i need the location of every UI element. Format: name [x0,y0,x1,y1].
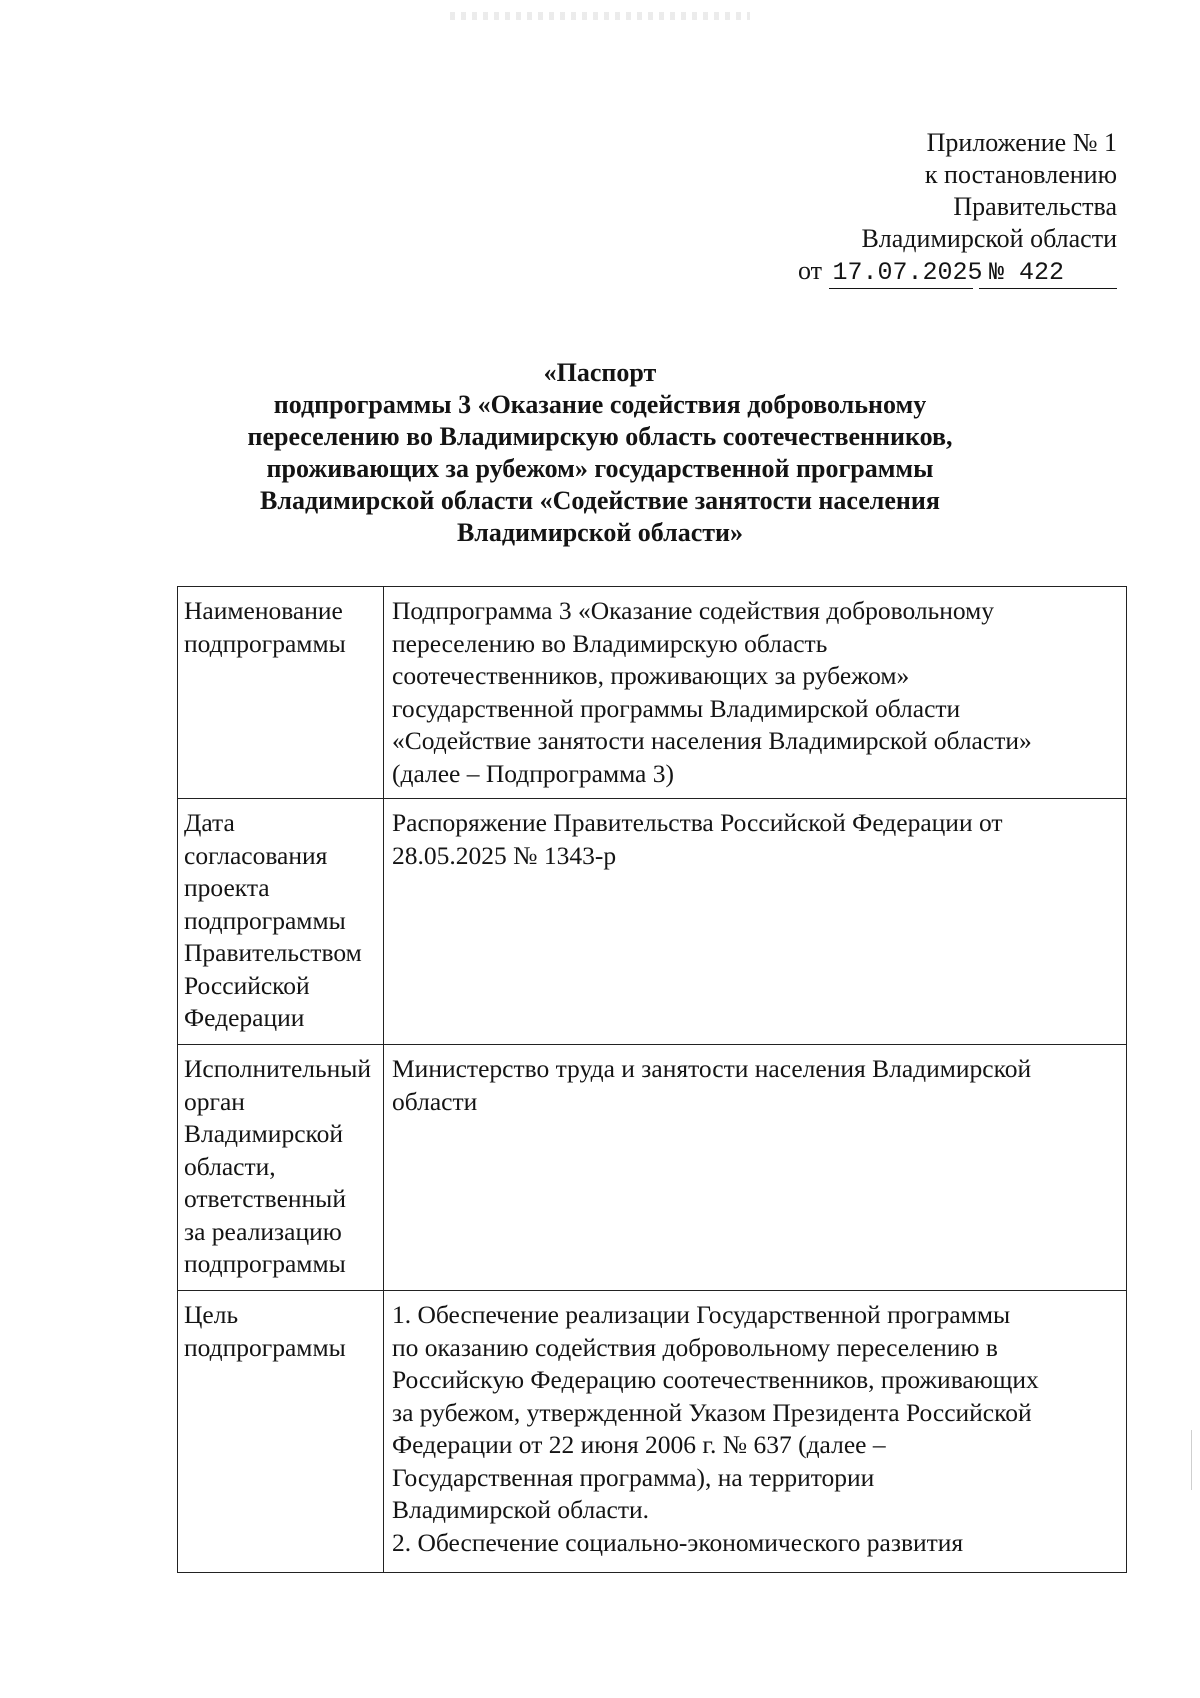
row-value-cell [384,1291,1127,1573]
title-line: Владимирской области «Содействие занятости населения [260,486,940,515]
document-title [160,357,1040,549]
title-line: «Паспорт [543,358,657,387]
value-line: Федерации от 22 июня 2006 г. № 637 (далее – [392,1430,886,1459]
table-row [178,587,1127,799]
value-line: Владимирской области. [392,1495,650,1524]
label-line: Наименование [184,596,343,625]
value-line: 28.05.2025 № 1343-р [392,840,617,870]
number-sign: № [989,258,1005,287]
title-line: переселению во Владимирскую область соотечественников, [247,422,953,451]
label-line: области, [184,1151,276,1181]
label-line: Исполнительный [184,1054,372,1083]
value-line: Министерство труда и занятости населения Владимирской [392,1054,1032,1083]
value-line: области [392,1086,478,1116]
scan-edge-mark [1191,1430,1192,1490]
decree-number: 422 [1019,258,1065,287]
row-label-cell [178,1045,384,1291]
row-value-cell [384,1045,1127,1291]
label-line: проекта [184,873,270,902]
label-line: подпрограммы [184,905,346,935]
value-line: по оказанию содействия добровольному переселению в [392,1332,998,1362]
row-label-cell [178,587,384,799]
date-from-label: от [797,256,822,285]
appendix-to-decree: к постановлению [924,160,1117,189]
row-label-cell [178,1291,384,1573]
label-line: согласования [184,840,328,870]
table-row [178,1291,1127,1573]
label-line: подпрограммы [184,1249,346,1278]
appendix-government: Правительства [953,192,1117,221]
decree-number-field [979,258,1117,289]
value-line: государственной программы Владимирской области [392,693,961,723]
value-line: Распоряжение Правительства Российской Федерации от [392,808,1003,837]
label-line: Владимирской [184,1119,344,1148]
appendix-number: Приложение № 1 [926,128,1117,157]
title-line: проживающих за рубежом» государственной программы [266,454,934,483]
label-line: Цель [184,1300,239,1329]
row-label-cell [178,799,384,1045]
value-line: 1. Обеспечение реализации Государственной программы [392,1300,1011,1329]
value-line: за рубежом, утвержденной Указом Президента Российской [392,1397,1032,1427]
row-value-cell [384,587,1127,799]
label-line: Российской [184,970,310,1000]
table-row [178,1045,1127,1291]
passport-table [177,586,1127,1573]
label-line: подпрограммы [184,1332,346,1362]
value-line: Государственная программа), на территории [392,1462,875,1492]
appendix-block [798,127,1117,289]
label-line: ответственный [184,1184,346,1213]
value-line: (далее – Подпрограмма 3) [392,758,674,788]
value-line: Подпрограмма 3 «Оказание содействия добровольному [392,596,995,625]
scan-artifact [450,12,750,20]
value-line: переселению во Владимирскую область [392,628,828,658]
decree-date-line [798,255,1117,289]
label-line: подпрограммы [184,628,346,658]
value-line: «Содействие занятости населения Владимирской области» [392,726,1032,755]
label-line: Федерации [184,1003,305,1032]
label-line: за реализацию [184,1216,342,1246]
value-line: 2. Обеспечение социально-экономического развития [392,1527,964,1557]
value-line: Российскую Федерацию соотечественников, проживающих [392,1365,1039,1394]
label-line: орган [184,1086,245,1116]
value-line: соотечественников, проживающих за рубежом» [392,661,910,690]
row-value-cell [384,799,1127,1045]
appendix-region: Владимирской области [861,224,1117,253]
label-line: Дата [184,808,235,837]
title-line: Владимирской области» [456,518,744,547]
table-row [178,799,1127,1045]
label-line: Правительством [184,938,362,967]
decree-date: 17.07.2025 [829,258,973,289]
title-line: подпрограммы 3 «Оказание содействия добровольному [273,390,927,419]
